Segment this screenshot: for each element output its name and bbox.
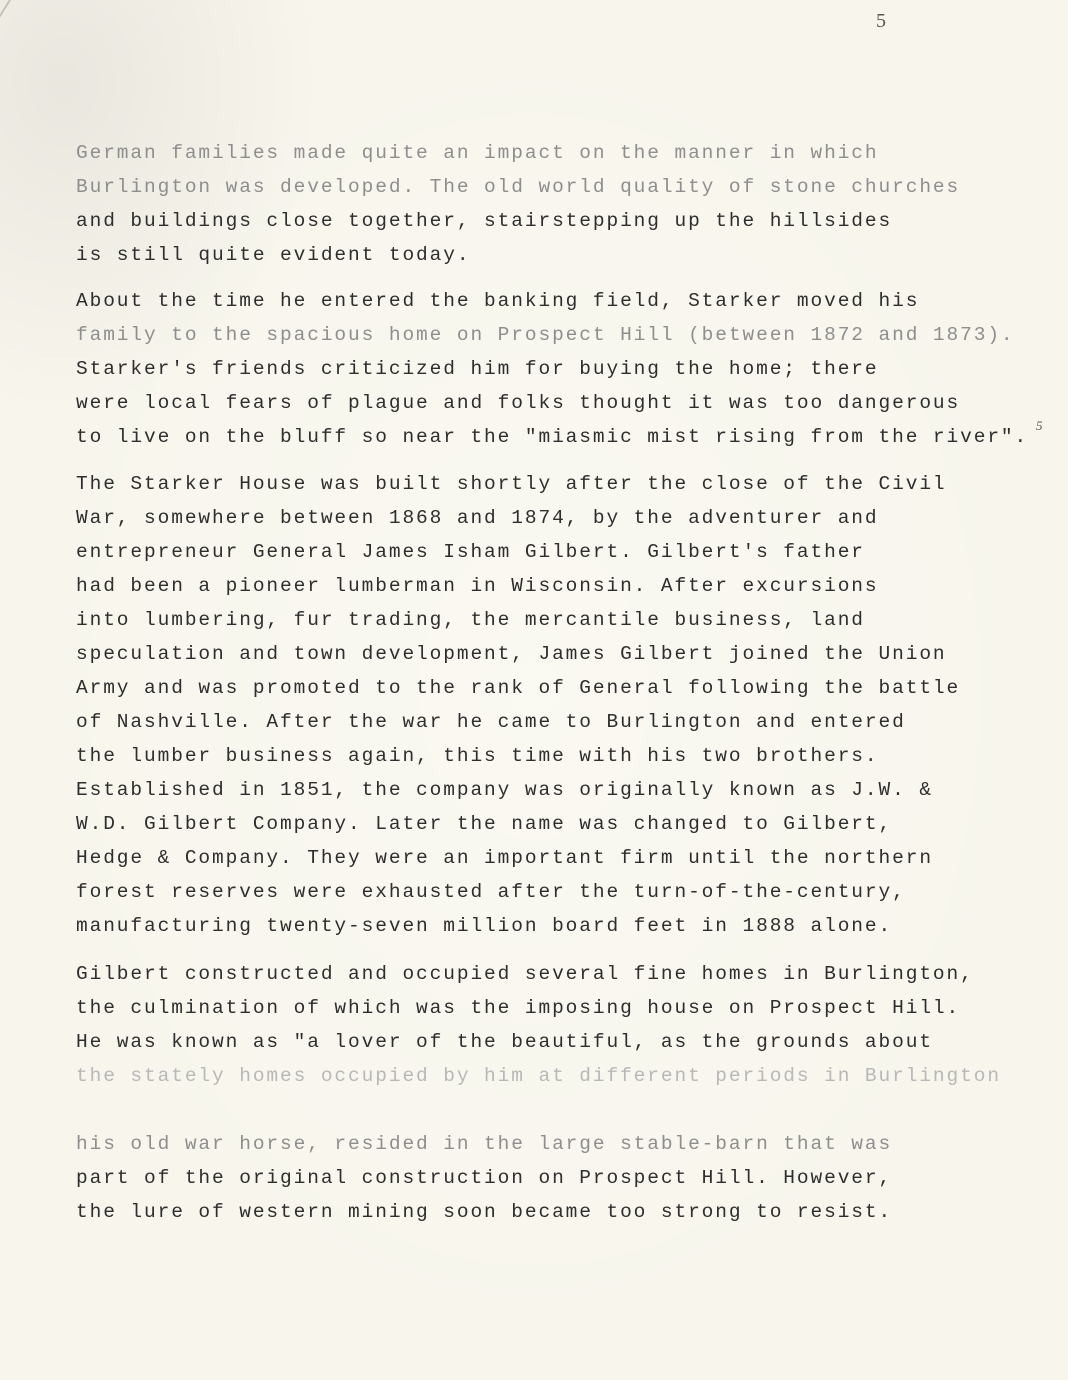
text-line: The Starker House was built shortly after the close of the Civil xyxy=(76,473,947,495)
text-line: He was known as "a lover of the beautiful, as the grounds about xyxy=(76,1031,933,1053)
text-line: manufacturing twenty-seven million board feet in 1888 alone. xyxy=(76,915,893,937)
text-line: Army and was promoted to the rank of General following the battle xyxy=(76,677,961,699)
text-line: Hedge & Company. They were an important firm until the northern xyxy=(76,847,933,869)
text-line: his old war horse, resided in the large stable-barn that was xyxy=(76,1133,893,1155)
text-line: and buildings close together, stairstepping up the hillsides xyxy=(76,210,893,232)
page-number: 5 xyxy=(876,10,886,32)
text-line: War, somewhere between 1868 and 1874, by the adventurer and xyxy=(76,507,879,529)
text-line: family to the spacious home on Prospect Hill (between 1872 and 1873). xyxy=(76,324,1015,346)
paragraph-starker-moved xyxy=(76,284,1036,454)
text-line: entrepreneur General James Isham Gilbert. Gilbert's father xyxy=(76,541,865,563)
text-line: of Nashville. After the war he came to Burlington and entered xyxy=(76,711,906,733)
text-line: W.D. Gilbert Company. Later the name was changed to Gilbert, xyxy=(76,813,893,835)
text-line: the stately homes occupied by him at different periods in Burlington xyxy=(76,1065,1001,1087)
text-line-illegible xyxy=(76,1093,1036,1127)
text-line: German families made quite an impact on the manner in which xyxy=(76,142,879,164)
paragraph-german-families xyxy=(76,136,1036,272)
paragraph-gilbert-constructed xyxy=(76,957,1036,1229)
text-line: Starker's friends criticized him for buying the home; there xyxy=(76,358,879,380)
text-line: to live on the bluff so near the "miasmic mist rising from the river". xyxy=(76,426,1029,448)
text-line: the culmination of which was the imposing house on Prospect Hill. xyxy=(76,997,961,1019)
text-line: speculation and town development, James Gilbert joined the Union xyxy=(76,643,947,665)
text-line: Burlington was developed. The old world quality of stone churches xyxy=(76,176,961,198)
text-line: had been a pioneer lumberman in Wisconsin. After excursions xyxy=(76,575,879,597)
page-crease xyxy=(0,0,55,31)
text-line: Established in 1851, the company was originally known as J.W. & xyxy=(76,779,933,801)
text-line: were local fears of plague and folks thought it was too dangerous xyxy=(76,392,961,414)
text-line: the lumber business again, this time with his two brothers. xyxy=(76,745,879,767)
text-line: the lure of western mining soon became too strong to resist. xyxy=(76,1201,893,1223)
paragraph-starker-house xyxy=(76,467,1036,943)
text-line: forest reserves were exhausted after the turn-of-the-century, xyxy=(76,881,906,903)
text-line: part of the original construction on Prospect Hill. However, xyxy=(76,1167,893,1189)
text-line: Gilbert constructed and occupied several fine homes in Burlington, xyxy=(76,963,974,985)
footnote-marker: 5 xyxy=(1036,418,1043,433)
text-line: is still quite evident today. xyxy=(76,244,471,266)
text-line: into lumbering, fur trading, the mercantile business, land xyxy=(76,609,865,631)
text-line: About the time he entered the banking field, Starker moved his xyxy=(76,290,920,312)
